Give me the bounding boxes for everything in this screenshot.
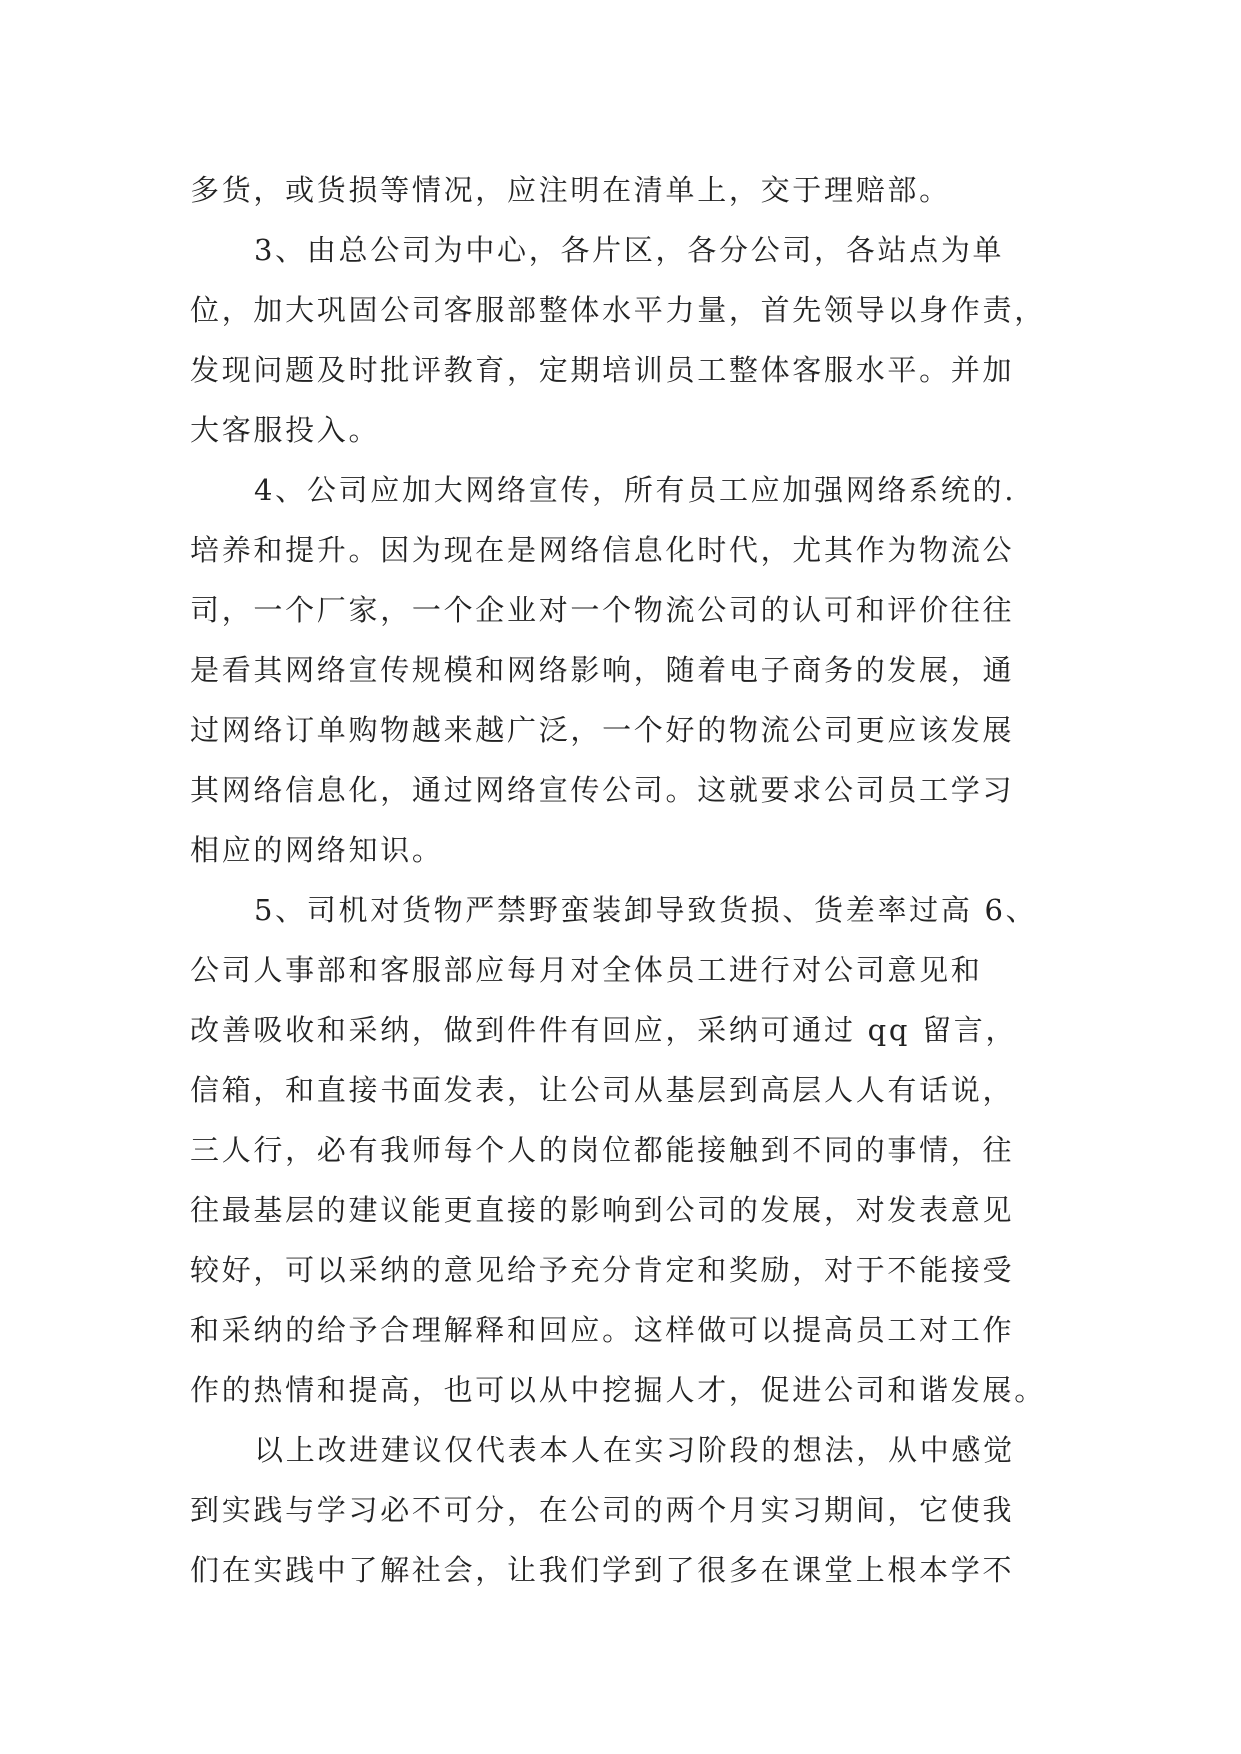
- text-line: 司，一个厂家，一个企业对一个物流公司的认可和评价往往: [190, 593, 1015, 627]
- text-line: 其网络信息化，通过网络宣传公司。这就要求公司员工学习: [190, 773, 1015, 807]
- text-line: 5、司机对货物严禁野蛮装卸导致货损、货差率过高 6、: [254, 893, 1038, 927]
- text-line: 三人行，必有我师每个人的岗位都能接触到不同的事情，往: [190, 1133, 1015, 1167]
- text-line: 过网络订单购物越来越广泛，一个好的物流公司更应该发展: [190, 713, 1015, 747]
- text-line: 较好，可以采纳的意见给予充分肯定和奖励，对于不能接受: [190, 1253, 1015, 1287]
- text-line: 改善吸收和采纳，做到件件有回应，采纳可通过 qq 留言，: [190, 1013, 1018, 1047]
- text-line: 培养和提升。因为现在是网络信息化时代，尤其作为物流公: [190, 533, 1015, 567]
- text-line: 4、公司应加大网络宣传，所有员工应加强网络系统的.: [254, 473, 1017, 507]
- document-body: [190, 160, 1060, 1600]
- text-line: 公司人事部和客服部应每月对全体员工进行对公司意见和: [190, 953, 983, 987]
- text-line: 多货，或货损等情况，应注明在清单上，交于理赔部。: [190, 173, 951, 207]
- text-line: 是看其网络宣传规模和网络影响，随着电子商务的发展，通: [190, 653, 1015, 687]
- text-line: 位，加大巩固公司客服部整体水平力量，首先领导以身作责，: [190, 293, 1046, 327]
- text-line: 发现问题及时批评教育，定期培训员工整体客服水平。并加: [190, 353, 1015, 387]
- text-line: 3、由总公司为中心，各片区，各分公司，各站点为单: [254, 233, 1005, 267]
- text-line: 往最基层的建议能更直接的影响到公司的发展，对发表意见: [190, 1193, 1015, 1227]
- text-line: 们在实践中了解社会，让我们学到了很多在课堂上根本学不: [190, 1553, 1015, 1587]
- text-line: 信箱，和直接书面发表，让公司从基层到高层人人有话说，: [190, 1073, 1015, 1107]
- text-line: 大客服投入。: [190, 413, 381, 447]
- text-line: 相应的网络知识。: [190, 833, 444, 867]
- text-line: 作的热情和提高，也可以从中挖掘人才，促进公司和谐发展。: [190, 1373, 1046, 1407]
- text-line: 以上改进建议仅代表本人在实习阶段的想法，从中感觉: [254, 1433, 1015, 1467]
- text-line: 和采纳的给予合理解释和回应。这样做可以提高员工对工作: [190, 1313, 1015, 1347]
- text-line: 到实践与学习必不可分，在公司的两个月实习期间，它使我: [190, 1493, 1015, 1527]
